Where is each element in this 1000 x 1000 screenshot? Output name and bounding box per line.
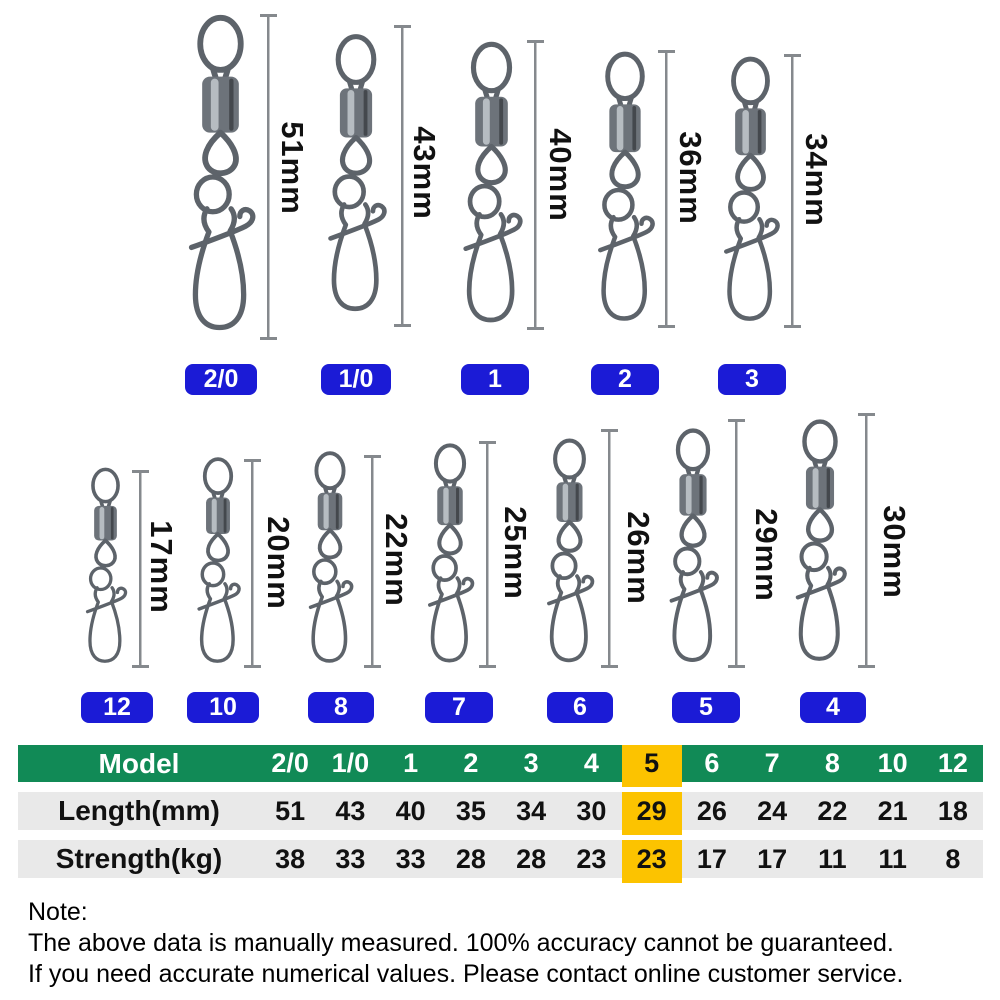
dimension-label: 30mm [877, 505, 912, 599]
strength-row [18, 840, 983, 878]
model-header: Model [98, 747, 180, 779]
size-tag: 2/0 [185, 364, 257, 395]
length-value: 30 [576, 795, 607, 826]
note-title: Note: [28, 898, 88, 926]
dimension-line [858, 413, 875, 668]
strength-value: 28 [516, 843, 547, 874]
length-value: 26 [696, 795, 727, 826]
length-row-label: Length(mm) [58, 795, 220, 826]
size-tag: 3 [718, 364, 786, 395]
model-col: 3 [523, 748, 539, 778]
strength-value: 38 [275, 843, 306, 874]
dimension-label: 40mm [543, 128, 578, 222]
length-value: 21 [877, 795, 908, 826]
strength-value: 23 [576, 843, 607, 874]
dimension-label: 26mm [621, 511, 656, 605]
length-value: 51 [275, 795, 306, 826]
length-value: 43 [335, 795, 366, 826]
length-row [18, 792, 983, 830]
strength-value: 33 [395, 843, 426, 874]
note-line-2: If you need accurate numerical values. Please contact online customer service. [28, 960, 904, 988]
size-tag: 7 [425, 692, 493, 723]
size-tag: 5 [672, 692, 740, 723]
size-tag: 1/0 [321, 364, 391, 395]
note-block [28, 897, 903, 990]
dimension-label: 17mm [144, 520, 179, 614]
dimension-label: 43mm [407, 126, 442, 220]
model-col: 6 [704, 748, 720, 778]
note-line-1: The above data is manually measured. 100% accuracy cannot be guaranteed. [28, 929, 894, 957]
model-col: 1/0 [331, 748, 370, 778]
model-col: 4 [583, 748, 599, 778]
size-tag: 1 [461, 364, 529, 395]
size-tag: 2 [591, 364, 659, 395]
length-value: 24 [757, 795, 788, 826]
strength-value-highlighted: 23 [622, 840, 682, 878]
strength-value: 33 [335, 843, 366, 874]
length-value: 35 [455, 795, 486, 826]
model-col: 2 [463, 748, 479, 778]
model-col: 8 [824, 748, 840, 778]
dimension-label: 51mm [275, 121, 310, 215]
strength-value: 11 [878, 843, 907, 874]
model-col: 10 [877, 748, 908, 778]
size-tag: 10 [187, 692, 259, 723]
dimension-label: 25mm [498, 506, 533, 600]
swivel-snap-icon [786, 417, 854, 670]
length-value: 40 [395, 795, 426, 826]
model-col-highlighted: 5 [622, 745, 682, 782]
size-tag: 12 [81, 692, 153, 723]
strength-row-label: Strength(kg) [55, 843, 223, 874]
length-value: 18 [937, 795, 968, 826]
length-value: 34 [516, 795, 547, 826]
dimension-label: 29mm [749, 508, 784, 602]
size-tag: 4 [800, 692, 866, 723]
strength-value: 28 [455, 843, 486, 874]
dimension-label: 36mm [673, 131, 708, 225]
model-col: 7 [764, 748, 780, 778]
strength-value: 17 [757, 843, 788, 874]
model-col: 12 [937, 748, 968, 778]
strength-value: 17 [696, 843, 727, 874]
spec-table [18, 745, 983, 888]
size-tag: 6 [547, 692, 613, 723]
dimension-label: 20mm [261, 516, 296, 610]
table-header-row [18, 745, 983, 782]
model-col: 1 [403, 748, 419, 778]
dimension-label: 22mm [379, 513, 414, 607]
size-tag: 8 [308, 692, 374, 723]
dimension-label: 34mm [799, 133, 834, 227]
strength-value: 8 [945, 843, 961, 874]
length-value: 22 [817, 795, 848, 826]
model-col: 2/0 [271, 748, 309, 778]
strength-value: 11 [818, 843, 847, 874]
length-value-highlighted: 29 [622, 792, 682, 830]
